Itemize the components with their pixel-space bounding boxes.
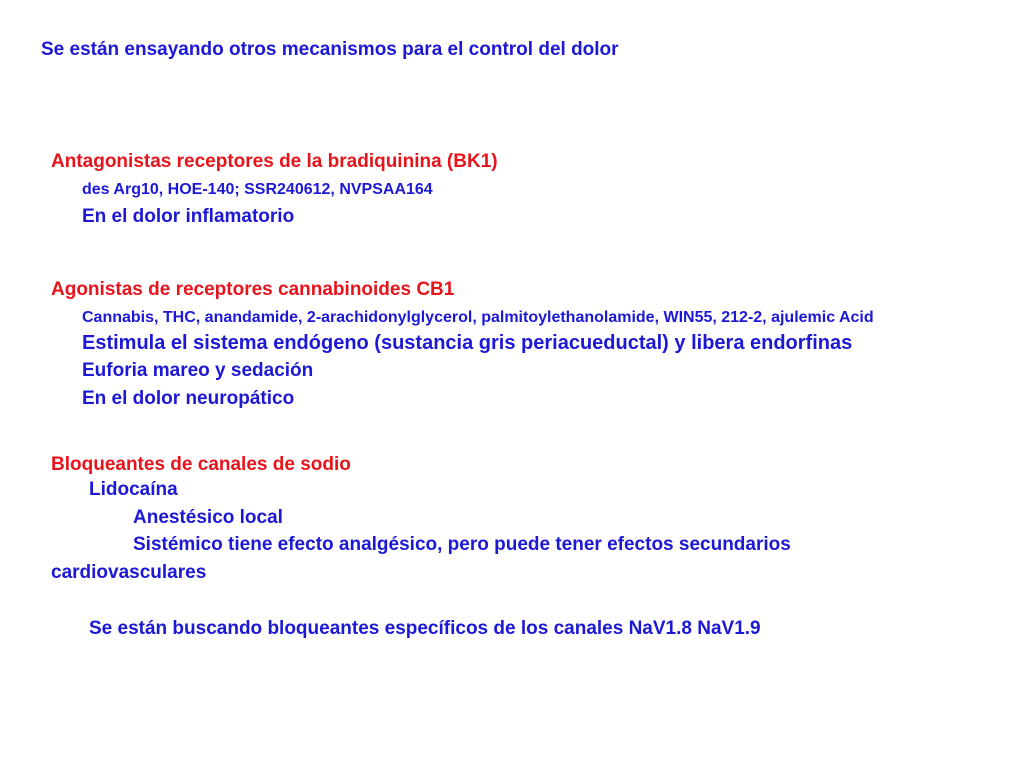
- section-sodium-use-systemic: Sistémico tiene efecto analgésico, pero puede tener efectos secundarios: [133, 534, 791, 555]
- slide-title: Se están ensayando otros mecanismos para el control del dolor: [41, 39, 619, 60]
- section-sodium-research: Se están buscando bloqueantes específicos de los canales NaV1.8 NaV1.9: [89, 618, 761, 639]
- section-bradykinin-heading: Antagonistas receptores de la bradiquinina (BK1): [51, 151, 498, 172]
- section-bradykinin-note: En el dolor inflamatorio: [82, 206, 295, 227]
- section-cannabinoid-effect-endogenous: Estimula el sistema endógeno (sustancia gris periacueductal) y libera endorfinas: [82, 332, 853, 354]
- section-cannabinoid-compounds: Cannabis, THC, anandamide, 2-arachidonylglycerol, palmitoylethanolamide, WIN55, 212-2, ajulemic Acid: [82, 309, 874, 326]
- section-bradykinin-compounds: des Arg10, HOE-140; SSR240612, NVPSAA164: [82, 181, 433, 198]
- section-cannabinoid-effect-euphoria: Euforia mareo y sedación: [82, 360, 314, 381]
- section-sodium-drug: Lidocaína: [89, 479, 178, 500]
- section-cannabinoid-heading: Agonistas de receptores cannabinoides CB1: [51, 279, 455, 300]
- section-cannabinoid-effect-neuropathic: En el dolor neuropático: [82, 388, 295, 409]
- section-sodium-use-local: Anestésico local: [133, 507, 283, 528]
- section-sodium-heading: Bloqueantes de canales de sodio: [51, 454, 351, 475]
- section-sodium-use-systemic-continued: cardiovasculares: [51, 562, 207, 583]
